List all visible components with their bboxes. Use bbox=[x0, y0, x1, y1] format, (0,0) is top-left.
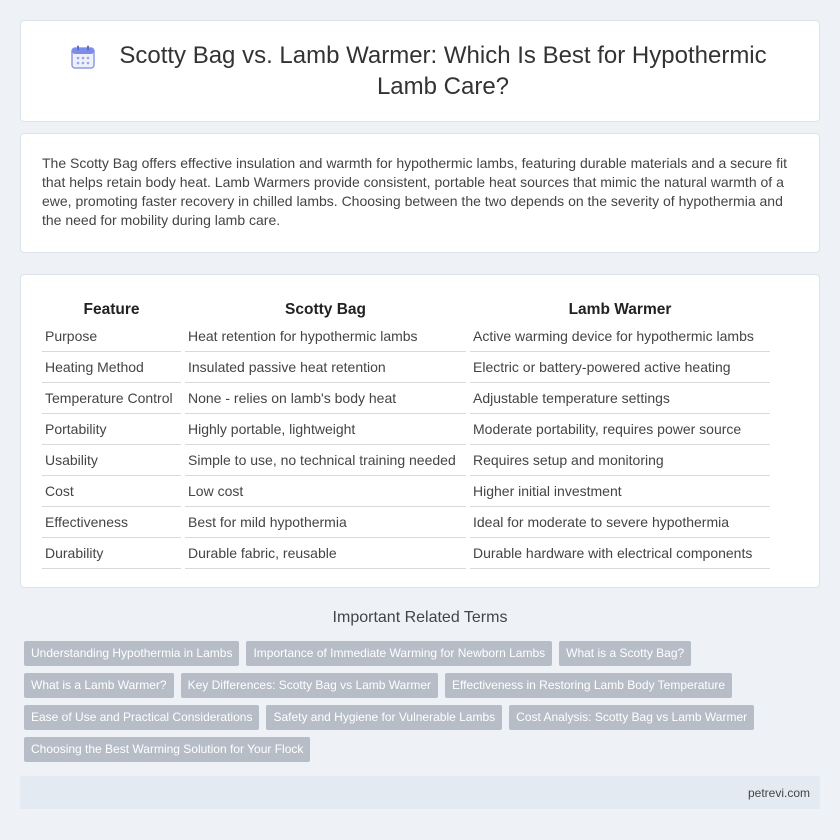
table-cell: Active warming device for hypothermic lambs bbox=[470, 321, 770, 352]
column-header-lamb-warmer: Lamb Warmer bbox=[568, 301, 672, 318]
table-row bbox=[42, 414, 770, 445]
table-cell: Moderate portability, requires power source bbox=[470, 414, 770, 445]
table-row bbox=[42, 538, 770, 569]
table-cell: Requires setup and monitoring bbox=[470, 445, 770, 476]
table-cell: Temperature Control bbox=[42, 383, 181, 414]
table-cell: Insulated passive heat retention bbox=[185, 352, 466, 383]
table-row bbox=[42, 476, 770, 507]
table-row bbox=[42, 383, 770, 414]
table-cell: Portability bbox=[42, 414, 181, 445]
title-wrap bbox=[70, 40, 770, 102]
table-body bbox=[42, 321, 770, 569]
table-row bbox=[42, 321, 770, 352]
footer bbox=[20, 776, 820, 809]
intro-text: The Scotty Bag offers effective insulation and warmth for hypothermic lambs, featuring durable materials and a secure fit that helps retain body heat. Lamb Warmers provide consistent, portable heat sources that mimic the natural warmth of a ewe, promoting faster recovery in chilled lambs. Choosing between the two depends on the severity of hypothermia and the need for mobility during lamb care. bbox=[42, 155, 787, 228]
table-cell: Effectiveness bbox=[42, 507, 181, 538]
table-cell: Low cost bbox=[185, 476, 466, 507]
header-card bbox=[20, 20, 820, 122]
table-cell: Higher initial investment bbox=[470, 476, 770, 507]
table-cell: Ideal for moderate to severe hypothermia bbox=[470, 507, 770, 538]
related-term-tag[interactable]: Choosing the Best Warming Solution for Your Flock bbox=[24, 737, 310, 762]
table-cell: Electric or battery-powered active heating bbox=[470, 352, 770, 383]
related-term-tag[interactable]: Cost Analysis: Scotty Bag vs Lamb Warmer bbox=[509, 705, 754, 730]
related-term-tag[interactable]: Understanding Hypothermia in Lambs bbox=[24, 641, 239, 666]
table-cell: Durability bbox=[42, 538, 181, 569]
table-cell: Usability bbox=[42, 445, 181, 476]
table-cell: Cost bbox=[42, 476, 181, 507]
table-cell: Adjustable temperature settings bbox=[470, 383, 770, 414]
footer-site[interactable]: petrevi.com bbox=[747, 785, 810, 800]
table-cell: Purpose bbox=[42, 321, 181, 352]
related-term-tag[interactable]: Key Differences: Scotty Bag vs Lamb Warmer bbox=[181, 673, 438, 698]
table-cell: None - relies on lamb's body heat bbox=[185, 383, 466, 414]
related-terms-title: Important Related Terms bbox=[332, 609, 508, 626]
related-term-tag[interactable]: Ease of Use and Practical Considerations bbox=[24, 705, 259, 730]
related-term-tag[interactable]: Safety and Hygiene for Vulnerable Lambs bbox=[266, 705, 502, 730]
related-terms-tags bbox=[24, 641, 784, 769]
calendar-icon bbox=[70, 44, 96, 70]
related-term-tag[interactable]: Effectiveness in Restoring Lamb Body Temperature bbox=[445, 673, 732, 698]
comparison-table-card bbox=[20, 274, 820, 588]
related-term-tag[interactable]: Importance of Immediate Warming for Newborn Lambs bbox=[246, 641, 552, 666]
table-cell: Heating Method bbox=[42, 352, 181, 383]
page-title: Scotty Bag vs. Lamb Warmer: Which Is Best for Hypothermic Lamb Care? bbox=[119, 42, 767, 100]
table-cell: Durable fabric, reusable bbox=[185, 538, 466, 569]
column-header-feature: Feature bbox=[83, 301, 140, 318]
related-term-tag[interactable]: What is a Scotty Bag? bbox=[559, 641, 691, 666]
table-cell: Durable hardware with electrical components bbox=[470, 538, 770, 569]
table-row bbox=[42, 352, 770, 383]
table-header-row bbox=[42, 297, 770, 321]
table-cell: Best for mild hypothermia bbox=[185, 507, 466, 538]
table-cell: Heat retention for hypothermic lambs bbox=[185, 321, 466, 352]
related-term-tag[interactable]: What is a Lamb Warmer? bbox=[24, 673, 174, 698]
table-cell: Simple to use, no technical training needed bbox=[185, 445, 466, 476]
table-row bbox=[42, 507, 770, 538]
intro-card bbox=[20, 133, 820, 253]
comparison-table bbox=[38, 297, 774, 569]
column-header-scotty-bag: Scotty Bag bbox=[285, 301, 366, 318]
table-cell: Highly portable, lightweight bbox=[185, 414, 466, 445]
table-row bbox=[42, 445, 770, 476]
